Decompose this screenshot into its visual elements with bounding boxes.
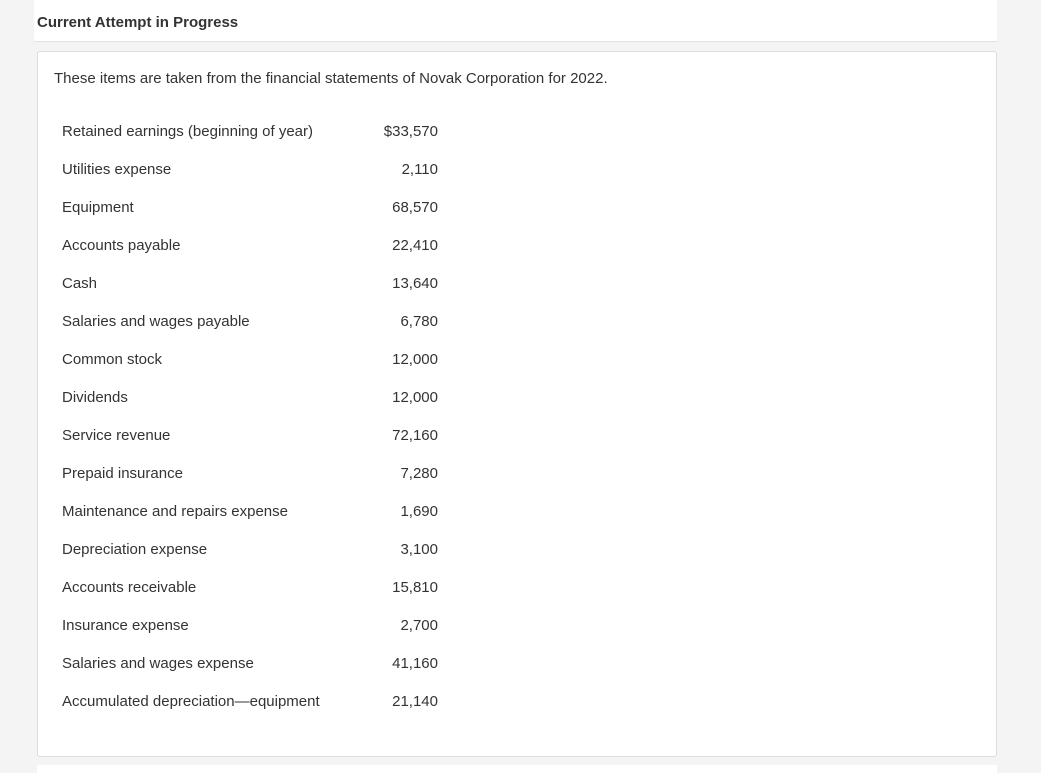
next-panel-edge (37, 765, 997, 773)
item-amount: 22,410 (392, 236, 438, 254)
table-row (54, 606, 438, 644)
item-amount: 6,780 (400, 312, 438, 330)
item-label: Retained earnings (beginning of year) (62, 122, 313, 140)
item-label: Service revenue (62, 426, 171, 444)
table-row (54, 492, 438, 530)
item-amount: 21,140 (392, 692, 438, 710)
table-row (54, 568, 438, 606)
item-label: Cash (62, 274, 98, 292)
item-amount: 68,570 (392, 198, 438, 216)
table-row (54, 530, 438, 568)
item-label: Accumulated depreciation—equipment (62, 692, 320, 710)
item-label: Maintenance and repairs expense (62, 502, 288, 520)
item-amount: 2,700 (400, 616, 438, 634)
item-label: Utilities expense (62, 160, 172, 178)
item-amount: 2,110 (401, 160, 438, 178)
table-row (54, 226, 438, 264)
item-label: Accounts receivable (62, 578, 197, 596)
item-label: Depreciation expense (62, 540, 208, 558)
question-panel (37, 51, 997, 757)
table-row (54, 188, 438, 226)
table-row (54, 378, 438, 416)
table-row (54, 682, 438, 720)
item-label: Salaries and wages payable (62, 312, 250, 330)
item-label: Accounts payable (62, 236, 181, 254)
attempt-header (34, 0, 997, 42)
item-amount: 12,000 (392, 388, 438, 406)
table-row (54, 264, 438, 302)
item-label: Prepaid insurance (62, 464, 183, 482)
table-row (54, 340, 438, 378)
table-row (54, 416, 438, 454)
item-amount: 41,160 (392, 654, 438, 672)
item-amount: 7,280 (400, 464, 438, 482)
item-label: Insurance expense (62, 616, 189, 634)
item-label: Equipment (62, 198, 134, 216)
table-row (54, 454, 438, 492)
table-row (54, 302, 438, 340)
item-amount: 13,640 (392, 274, 438, 292)
table-row (54, 644, 438, 682)
item-label: Dividends (62, 388, 128, 406)
item-amount: 72,160 (392, 426, 438, 444)
financial-items-body (54, 112, 438, 720)
item-amount: $33,570 (383, 122, 438, 140)
item-amount: 12,000 (392, 350, 438, 368)
financial-items-table (54, 112, 438, 720)
item-amount: 15,810 (392, 578, 438, 596)
item-label: Common stock (62, 350, 163, 368)
attempt-status-title: Current Attempt in Progress (37, 14, 239, 31)
item-amount: 3,100 (400, 540, 438, 558)
item-label: Salaries and wages expense (62, 654, 254, 672)
table-row (54, 112, 438, 150)
table-row (54, 150, 438, 188)
item-amount: 1,690 (400, 502, 438, 520)
question-intro: These items are taken from the financial statements of Novak Corporation for 2022. (54, 70, 608, 87)
